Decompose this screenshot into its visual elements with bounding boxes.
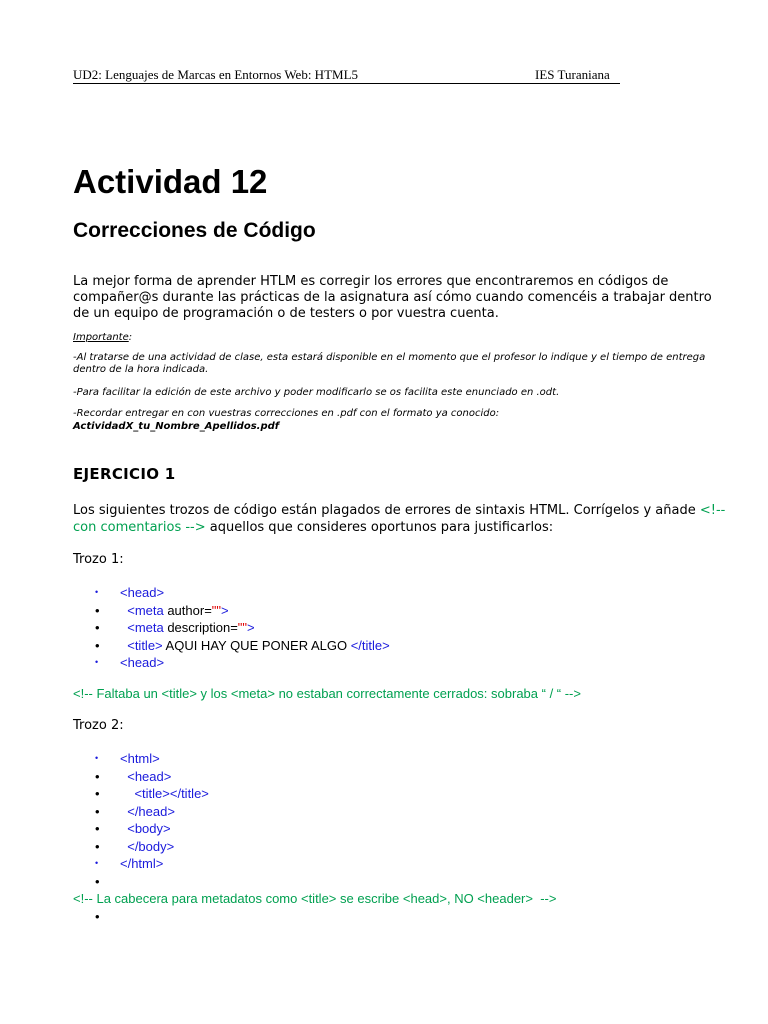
bullet-icon: • xyxy=(95,620,100,635)
notes-section xyxy=(73,332,713,433)
note-2: -Para facilitar la edición de este archivo y poder modificarlo se os facilita este enunciado en .odt. xyxy=(73,386,560,398)
note-1: -Al tratarse de una actividad de clase, esta estará disponible en el momento que el profesor lo indique y el tiempo de entrega dentro de la hora indicada. xyxy=(73,351,706,375)
trozo-1-comment: <!-- Faltaba un <title> y los <meta> no estaban correctamente cerrados: sobraba “ / “ --> xyxy=(73,686,581,701)
note-3: -Recordar entregar en con vuestras correcciones en .pdf con el formato ya conocido: ActividadX_tu_Nombre_Apellidos.pdf xyxy=(73,408,500,432)
intro-paragraph: La mejor forma de aprender HTLM es corregir los errores que encontraremos en códigos de compañer@s durante las prácticas de la asignatura así cómo cuando comencéis a trabajar dentro de un equipo de programación o de testers o por vuestra cuenta. xyxy=(73,274,712,321)
trozo-2-comment: <!-- La cabecera para metadatos como <title> se escribe <head>, NO <header> --> xyxy=(73,891,557,906)
bullet-icon: • xyxy=(95,821,100,836)
bullet-icon: • xyxy=(95,753,99,763)
bullet-icon: • xyxy=(95,768,100,784)
bullet-icon: • xyxy=(95,587,99,597)
note-3-filename: ActividadX_tu_Nombre_Apellidos.pdf xyxy=(73,420,280,432)
bullet-icon: • xyxy=(95,786,100,801)
bullet-icon: • xyxy=(95,602,100,618)
exercise-heading: EJERCICIO 1 xyxy=(73,465,176,483)
notes-importante: Importante: xyxy=(73,332,133,343)
importante-label: Importante xyxy=(73,332,129,343)
bullet-icon: • xyxy=(95,657,99,667)
trozo-1-label: Trozo 1: xyxy=(73,552,124,567)
exercise-description: Los siguientes trozos de código están plagados de errores de sintaxis HTML. Corrígelos y añade <!-- con comentarios --> aquellos que consideres oportunos para justificarlos: xyxy=(73,503,726,535)
page-title: Actividad 12 xyxy=(73,163,268,200)
trozo-2-label: Trozo 2: xyxy=(73,718,124,733)
bullet-icon: • xyxy=(95,803,100,819)
bullet-icon: • xyxy=(95,909,100,924)
bullet-icon: • xyxy=(95,838,100,854)
page-header xyxy=(73,67,620,84)
bullet-icon: • xyxy=(95,858,99,868)
bullet-icon: • xyxy=(95,637,100,653)
bullet-icon: • xyxy=(95,873,100,889)
exercise-comment-example: <!-- con comentarios --> xyxy=(73,503,726,535)
header-course: UD2: Lenguajes de Marcas en Entornos Web: HTML5 xyxy=(73,67,359,82)
header-school: IES Turaniana xyxy=(535,67,610,82)
page-subtitle: Correcciones de Código xyxy=(73,219,316,242)
